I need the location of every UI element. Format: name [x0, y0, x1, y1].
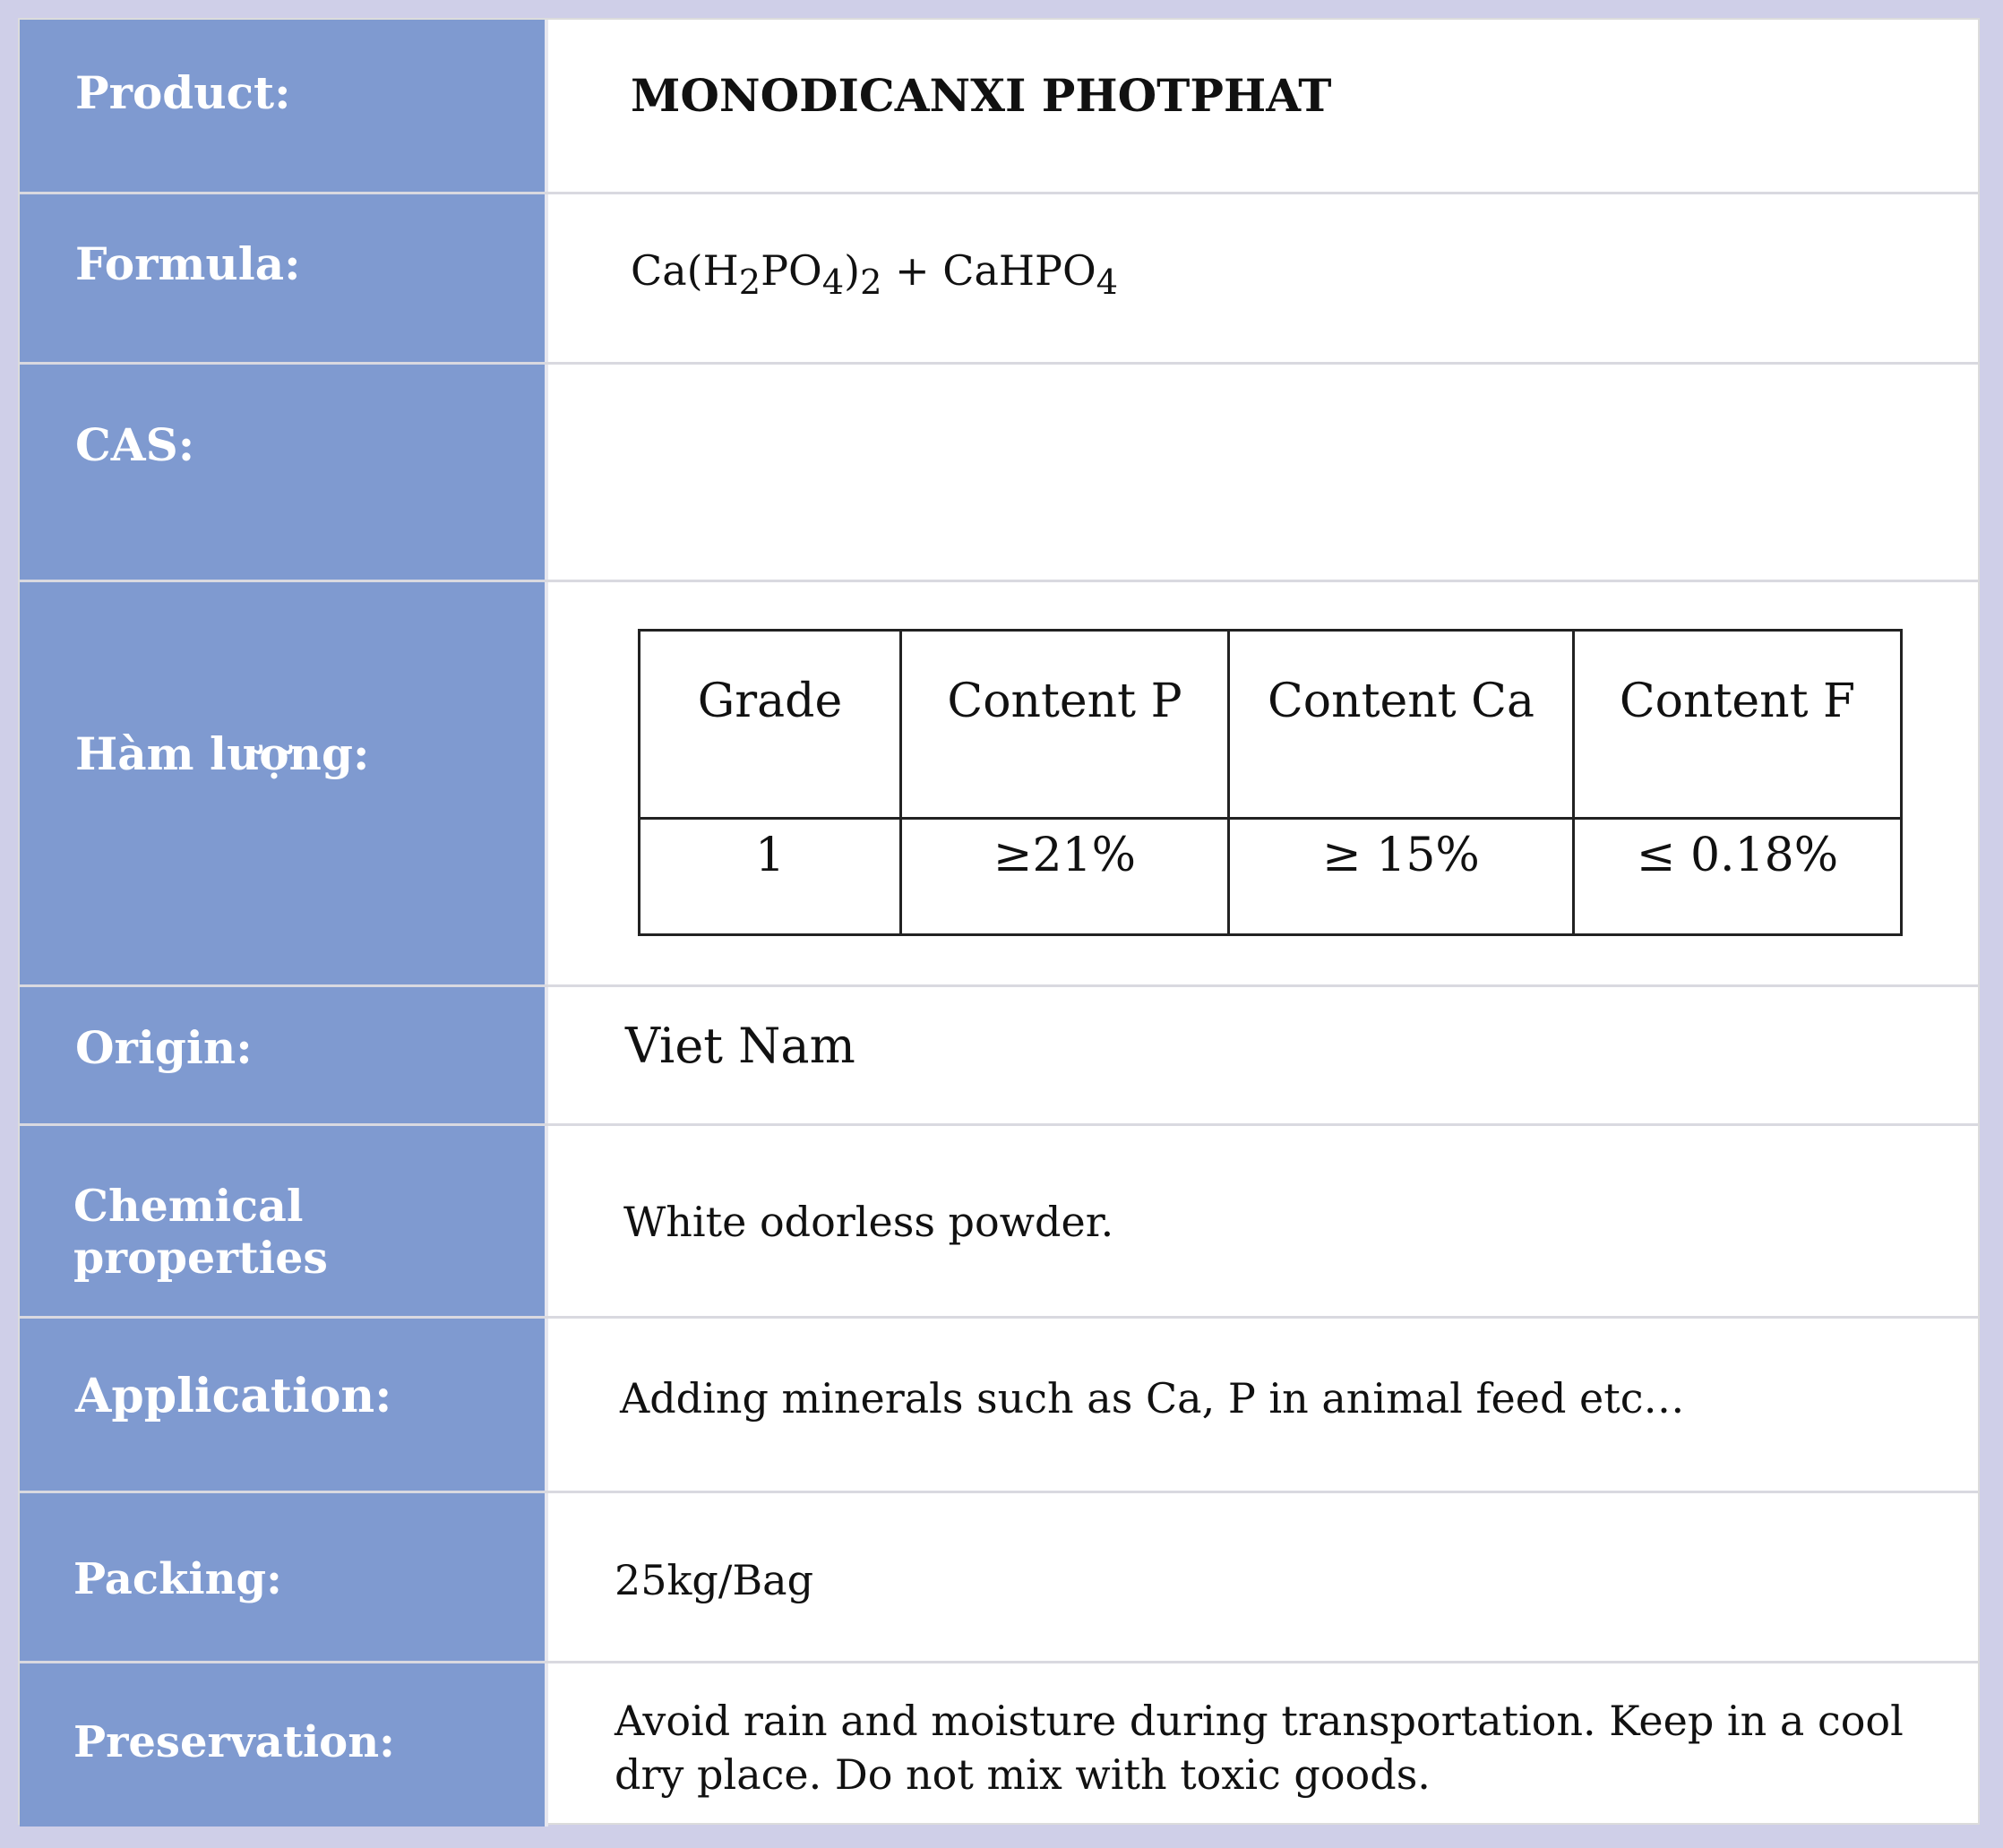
origin-value: Viet Nam	[625, 1018, 855, 1074]
header-content-f: Content F	[1574, 631, 1902, 819]
packing-value-cell	[552, 1493, 1978, 1661]
content-label: Hàm lượng:	[20, 582, 548, 984]
row-cas	[20, 365, 1978, 582]
cas-label: CAS:	[20, 365, 548, 580]
formula-subscript: 2	[738, 262, 761, 304]
cell-content-p: ≥21%	[901, 819, 1229, 935]
product-label: Product:	[20, 20, 548, 192]
formula-value-cell	[552, 194, 1978, 362]
formula-part: )	[844, 246, 861, 295]
application-value-cell	[552, 1319, 1978, 1491]
content-table-header-row	[640, 631, 1902, 819]
row-packing	[20, 1493, 1978, 1663]
chemical-properties-value: White odorless powder.	[623, 1198, 1114, 1246]
preservation-value: Avoid rain and moisture during transportation. Keep in a cool dry place. Do not mix with toxic goods.	[615, 1697, 1904, 1799]
product-value-cell	[552, 20, 1978, 192]
formula-part: Ca(H	[631, 246, 739, 295]
header-content-p: Content P	[901, 631, 1229, 819]
formula-subscript: 2	[860, 262, 882, 304]
origin-label: Origin:	[20, 987, 548, 1123]
chemical-value-cell	[552, 1126, 1978, 1316]
formula-subscript: 4	[1096, 262, 1119, 304]
cell-content-f: ≤ 0.18%	[1574, 819, 1902, 935]
cell-grade: 1	[640, 819, 901, 935]
packing-value: 25kg/Bag	[615, 1556, 814, 1604]
preservation-label: Preservation:	[20, 1663, 548, 1827]
origin-value-cell	[552, 987, 1978, 1123]
row-application	[20, 1319, 1978, 1493]
preservation-value-cell	[552, 1663, 1978, 1827]
formula-part: PO	[761, 246, 822, 295]
header-content-ca: Content Ca	[1229, 631, 1574, 819]
row-formula	[20, 194, 1978, 365]
row-preservation	[20, 1663, 1978, 1827]
row-origin	[20, 987, 1978, 1126]
header-grade: Grade	[640, 631, 901, 819]
table-row	[640, 819, 1902, 935]
product-spec-sheet	[18, 18, 1980, 1825]
formula-label: Formula:	[20, 194, 548, 362]
row-chemical-properties	[20, 1126, 1978, 1319]
formula-part: + CaHPO	[881, 246, 1096, 295]
chemical-properties-label: Chemical properties	[20, 1126, 548, 1316]
cell-content-ca: ≥ 15%	[1229, 819, 1574, 935]
row-product	[20, 20, 1978, 194]
content-table	[638, 629, 1903, 936]
chemical-formula	[631, 246, 1118, 303]
formula-subscript: 4	[821, 262, 845, 304]
packing-label: Packing:	[20, 1493, 548, 1661]
application-value: Adding minerals such as Ca, P in animal feed etc…	[620, 1374, 1685, 1423]
cas-value	[552, 365, 1978, 580]
product-name: MONODICANXI PHOTPHAT	[631, 69, 1332, 122]
application-label: Application:	[20, 1319, 548, 1491]
